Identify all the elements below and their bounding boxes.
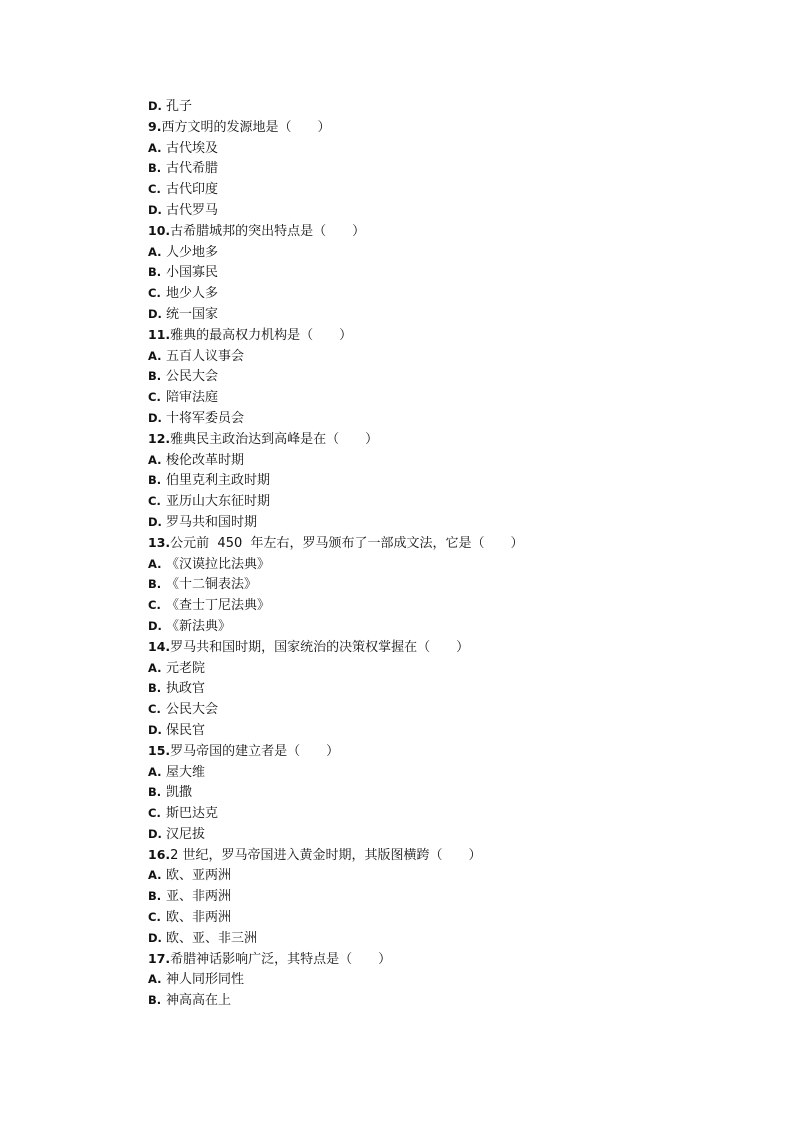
question-line — [148, 741, 748, 762]
option-line — [148, 179, 748, 200]
option-line — [148, 762, 748, 783]
option-line — [148, 450, 748, 471]
question-number: 15. — [148, 742, 171, 758]
option-letter: A. — [148, 764, 162, 779]
option-line — [148, 907, 748, 928]
question-line — [148, 117, 748, 138]
option-line — [148, 283, 748, 304]
option-letter: A. — [148, 452, 162, 467]
option-letter: D. — [148, 618, 162, 633]
option-line — [148, 616, 748, 637]
question-line — [148, 429, 748, 450]
option-letter: D. — [148, 306, 162, 321]
option-letter: B. — [148, 369, 162, 384]
question-number: 12. — [148, 430, 171, 446]
option-text: 五百人议事会 — [166, 348, 245, 364]
option-line — [148, 969, 748, 990]
question-number: 9. — [148, 118, 162, 134]
option-line — [148, 824, 748, 845]
option-text: 罗马共和国时期 — [166, 514, 258, 530]
question-number: 17. — [148, 950, 171, 966]
option-letter: C. — [148, 494, 161, 509]
question-text: 罗马共和国时期，国家统治的决策权掌握在（ ） — [170, 639, 470, 655]
question-text: 公元前 450 年左右，罗马颁布了一部成文法，它是（ ） — [170, 535, 524, 551]
option-letter: A. — [148, 140, 162, 155]
question-list — [148, 96, 748, 1011]
option-line — [148, 387, 748, 408]
option-line — [148, 304, 748, 325]
option-letter: B. — [148, 161, 162, 176]
option-text: 孔子 — [166, 99, 193, 114]
option-line — [148, 138, 748, 159]
question-number: 13. — [148, 534, 171, 550]
option-line — [148, 720, 748, 741]
option-line — [148, 803, 748, 824]
option-letter: C. — [148, 806, 161, 821]
option-text: 斯巴达克 — [166, 806, 219, 822]
option-line — [148, 574, 748, 595]
option-text: 古代希腊 — [166, 161, 219, 177]
option-text: 公民大会 — [166, 369, 219, 385]
option-text: 人少地多 — [166, 244, 219, 260]
option-letter: B. — [148, 889, 162, 904]
option-letter: C. — [148, 598, 161, 613]
question-line — [148, 533, 748, 554]
question-text: 西方文明的发源地是（ ） — [161, 119, 331, 135]
option-text: 《十二铜表法》 — [166, 577, 258, 593]
option-line — [148, 96, 748, 117]
option-line — [148, 699, 748, 720]
option-line — [148, 886, 748, 907]
option-text: 欧、亚两洲 — [166, 868, 232, 884]
option-line — [148, 200, 748, 221]
option-text: 《汉谟拉比法典》 — [166, 556, 271, 572]
option-text: 亚历山大东征时期 — [166, 494, 271, 510]
option-text: 执政官 — [166, 681, 206, 697]
option-line — [148, 470, 748, 491]
option-letter: B. — [148, 993, 162, 1008]
option-letter: B. — [148, 785, 162, 800]
option-line — [148, 262, 748, 283]
question-line — [148, 637, 748, 658]
option-text: 统一国家 — [166, 306, 219, 322]
option-letter: D. — [148, 99, 162, 113]
option-text: 神人同形同性 — [166, 972, 245, 988]
option-text: 《新法典》 — [166, 618, 232, 634]
question-text: 罗马帝国的建立者是（ ） — [170, 743, 340, 759]
option-line — [148, 595, 748, 616]
option-text: 古代埃及 — [166, 140, 219, 156]
option-letter: C. — [148, 390, 161, 405]
option-text: 亚、非两洲 — [166, 889, 232, 905]
option-letter: A. — [148, 556, 162, 571]
question-text: 古希腊城邦的突出特点是（ ） — [170, 223, 366, 239]
option-line — [148, 554, 748, 575]
option-letter: B. — [148, 473, 162, 488]
option-text: 梭伦改革时期 — [166, 452, 245, 468]
question-line — [148, 325, 748, 346]
option-line — [148, 158, 748, 179]
question-line — [148, 845, 748, 866]
option-text: 《查士丁尼法典》 — [166, 598, 271, 614]
option-text: 古代罗马 — [166, 202, 219, 218]
question-number: 16. — [148, 846, 171, 862]
option-letter: D. — [148, 514, 162, 529]
question-text: 雅典的最高权力机构是（ ） — [170, 327, 353, 343]
option-text: 小国寡民 — [166, 265, 219, 281]
option-line — [148, 408, 748, 429]
option-line — [148, 346, 748, 367]
option-letter: D. — [148, 826, 162, 841]
option-text: 欧、亚、非三洲 — [166, 930, 258, 946]
option-letter: A. — [148, 868, 162, 883]
question-text: 希腊神话影响广泛，其特点是（ ） — [170, 951, 392, 967]
option-text: 伯里克利主政时期 — [166, 473, 271, 489]
option-line — [148, 928, 748, 949]
option-text: 陪审法庭 — [166, 390, 219, 406]
option-line — [148, 678, 748, 699]
option-letter: A. — [148, 348, 162, 363]
option-text: 凯撒 — [166, 785, 193, 801]
option-text: 保民官 — [166, 722, 206, 738]
question-text: 2 世纪，罗马帝国进入黄金时期，其版图横跨（ ） — [170, 847, 482, 863]
option-text: 古代印度 — [166, 182, 219, 198]
option-letter: A. — [148, 660, 162, 675]
option-letter: A. — [148, 972, 162, 987]
question-text: 雅典民主政治达到高峰是在（ ） — [170, 431, 379, 447]
option-line — [148, 782, 748, 803]
question-number: 14. — [148, 638, 171, 654]
option-letter: D. — [148, 930, 162, 945]
option-letter: D. — [148, 410, 162, 425]
option-text: 汉尼拔 — [166, 826, 206, 842]
option-text: 十将军委员会 — [166, 410, 245, 426]
option-line — [148, 242, 748, 263]
option-line — [148, 990, 748, 1011]
question-number: 10. — [148, 222, 171, 238]
option-letter: C. — [148, 702, 161, 717]
option-letter: A. — [148, 244, 162, 259]
option-letter: C. — [148, 910, 161, 925]
option-text: 元老院 — [166, 660, 206, 676]
option-letter: B. — [148, 265, 162, 280]
option-letter: B. — [148, 681, 162, 696]
option-line — [148, 366, 748, 387]
option-letter: B. — [148, 577, 162, 592]
question-number: 11. — [148, 326, 171, 342]
option-letter: C. — [148, 182, 161, 197]
question-line — [148, 949, 748, 970]
option-letter: D. — [148, 722, 162, 737]
option-line — [148, 658, 748, 679]
option-text: 欧、非两洲 — [166, 910, 232, 926]
option-letter: C. — [148, 286, 161, 301]
option-text: 神高高在上 — [166, 993, 232, 1009]
option-line — [148, 512, 748, 533]
question-line — [148, 221, 748, 242]
option-text: 公民大会 — [166, 702, 219, 718]
option-line — [148, 865, 748, 886]
option-text: 地少人多 — [166, 286, 219, 302]
option-letter: D. — [148, 202, 162, 217]
option-text: 屋大维 — [166, 764, 206, 780]
option-line — [148, 491, 748, 512]
